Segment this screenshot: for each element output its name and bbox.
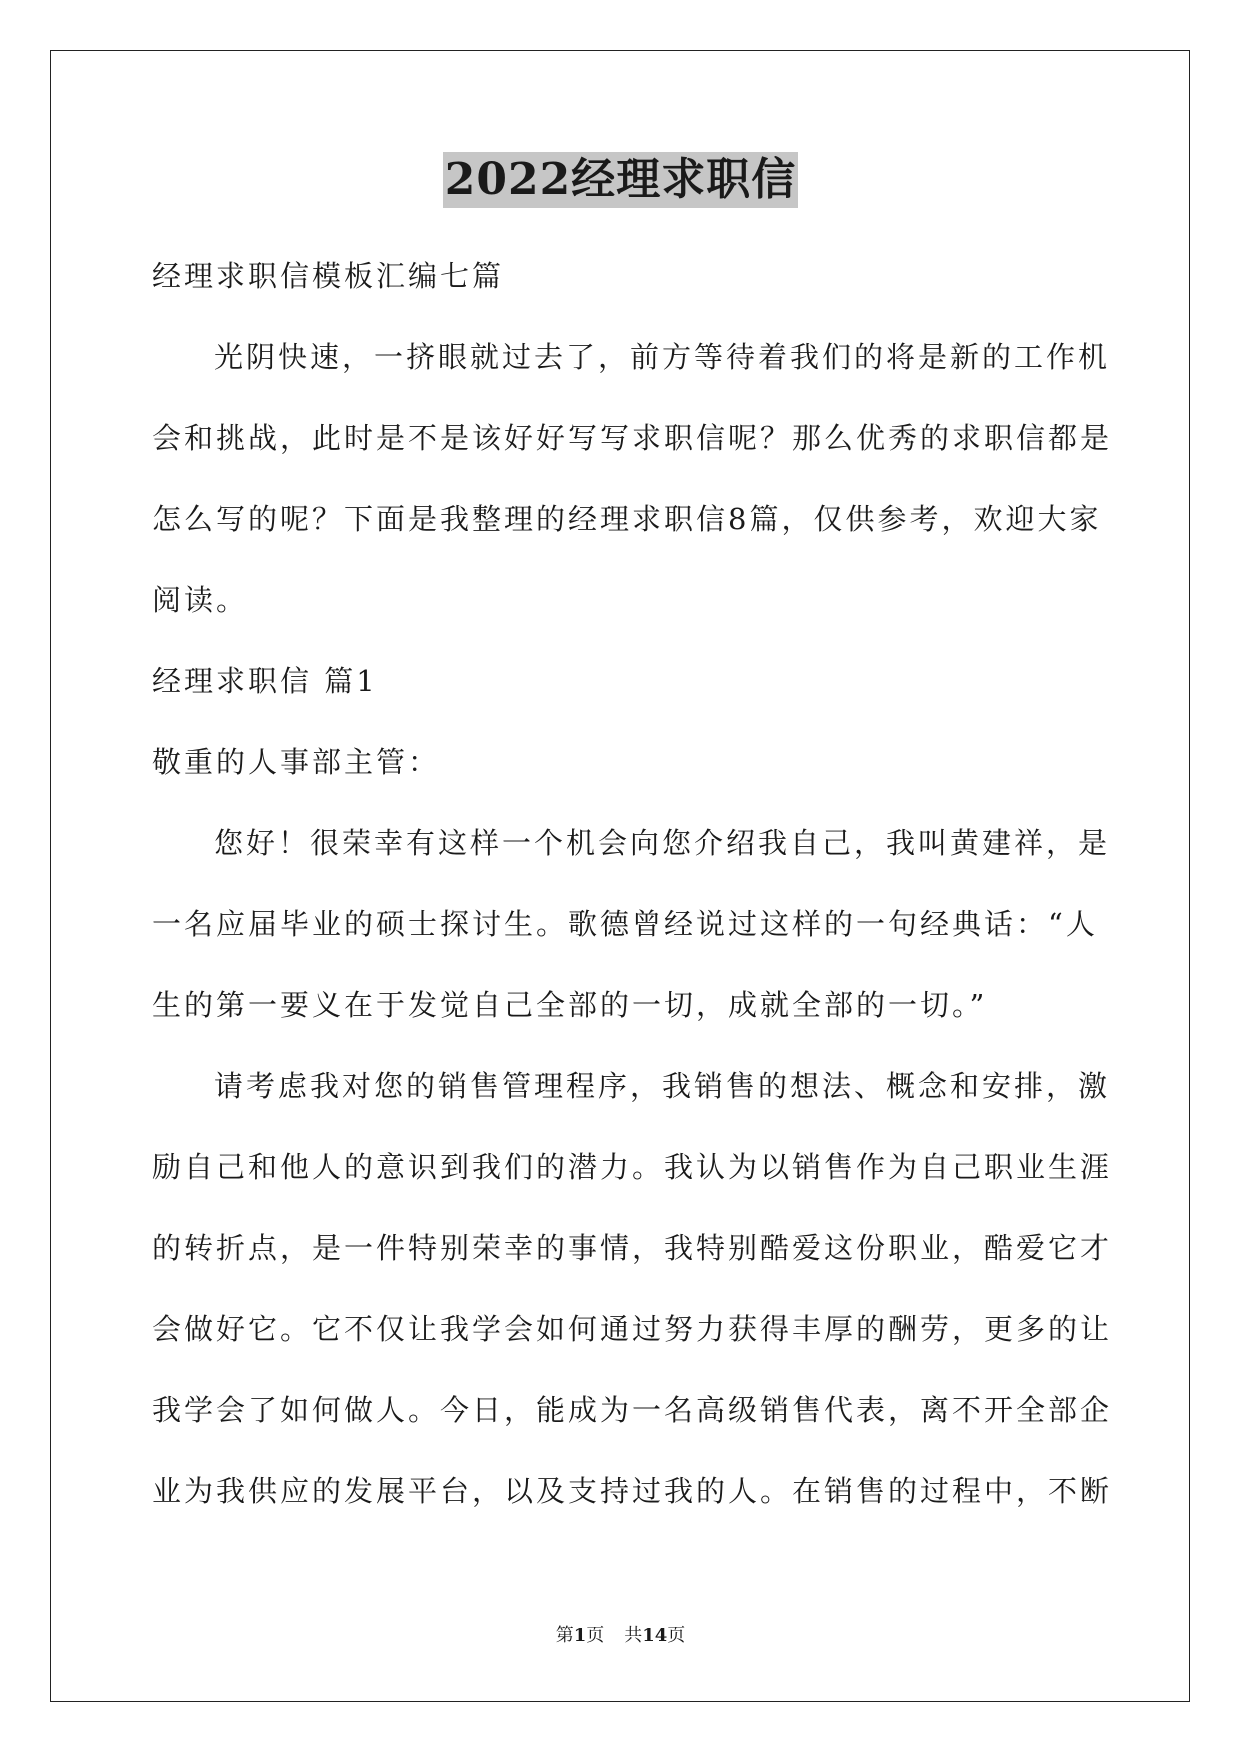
body-line: 请考虑我对您的销售管理程序，我销售的想法、概念和安排，激 <box>214 1069 1111 1103</box>
body-line: 会做好它。它不仅让我学会如何通过努力获得丰厚的酬劳，更多的让 <box>152 1312 1113 1346</box>
salutation: 敬重的人事部主管： <box>152 745 441 779</box>
body-line: 励自己和他人的意识到我们的潜力。我认为以销售作为自己职业生涯 <box>152 1150 1113 1184</box>
document-title: 2022经理求职信 <box>443 152 798 208</box>
total-prefix: 共 <box>624 1625 643 1646</box>
body-line: 怎么写的呢？下面是我整理的经理求职信8篇，仅供参考，欢迎大家 <box>152 502 1102 536</box>
body-line: 光阴快速，一挤眼就过去了，前方等待着我们的将是新的工作机 <box>214 340 1111 374</box>
page-number: 1 <box>573 1625 587 1646</box>
document-body <box>152 236 1113 1532</box>
body-line: 会和挑战，此时是不是该好好写写求职信呢？那么优秀的求职信都是 <box>152 421 1113 455</box>
body-line: 我学会了如何做人。今日，能成为一名高级销售代表，离不开全部企 <box>152 1393 1113 1427</box>
body-line: 的转折点，是一件特别荣幸的事情，我特别酷爱这份职业，酷爱它才 <box>152 1231 1113 1265</box>
section-heading: 经理求职信 篇1 <box>152 664 378 698</box>
total-pages: 14 <box>642 1625 668 1646</box>
body-line: 阅读。 <box>152 583 249 617</box>
page-prefix: 第 <box>555 1625 574 1646</box>
body-line: 您好！很荣幸有这样一个机会向您介绍我自己，我叫黄建祥，是 <box>214 826 1111 860</box>
body-line: 一名应届毕业的硕士探讨生。歌德曾经说过这样的一句经典话：“人 <box>152 907 1098 941</box>
page-footer <box>0 1624 1241 1648</box>
page-suffix: 页 <box>586 1625 605 1646</box>
title-container <box>0 152 1241 208</box>
total-suffix: 页 <box>667 1625 686 1646</box>
body-line: 经理求职信模板汇编七篇 <box>152 259 505 293</box>
body-line: 业为我供应的发展平台，以及支持过我的人。在销售的过程中，不断 <box>152 1474 1113 1508</box>
body-line: 生的第一要义在于发觉自己全部的一切，成就全部的一切。” <box>152 988 988 1022</box>
